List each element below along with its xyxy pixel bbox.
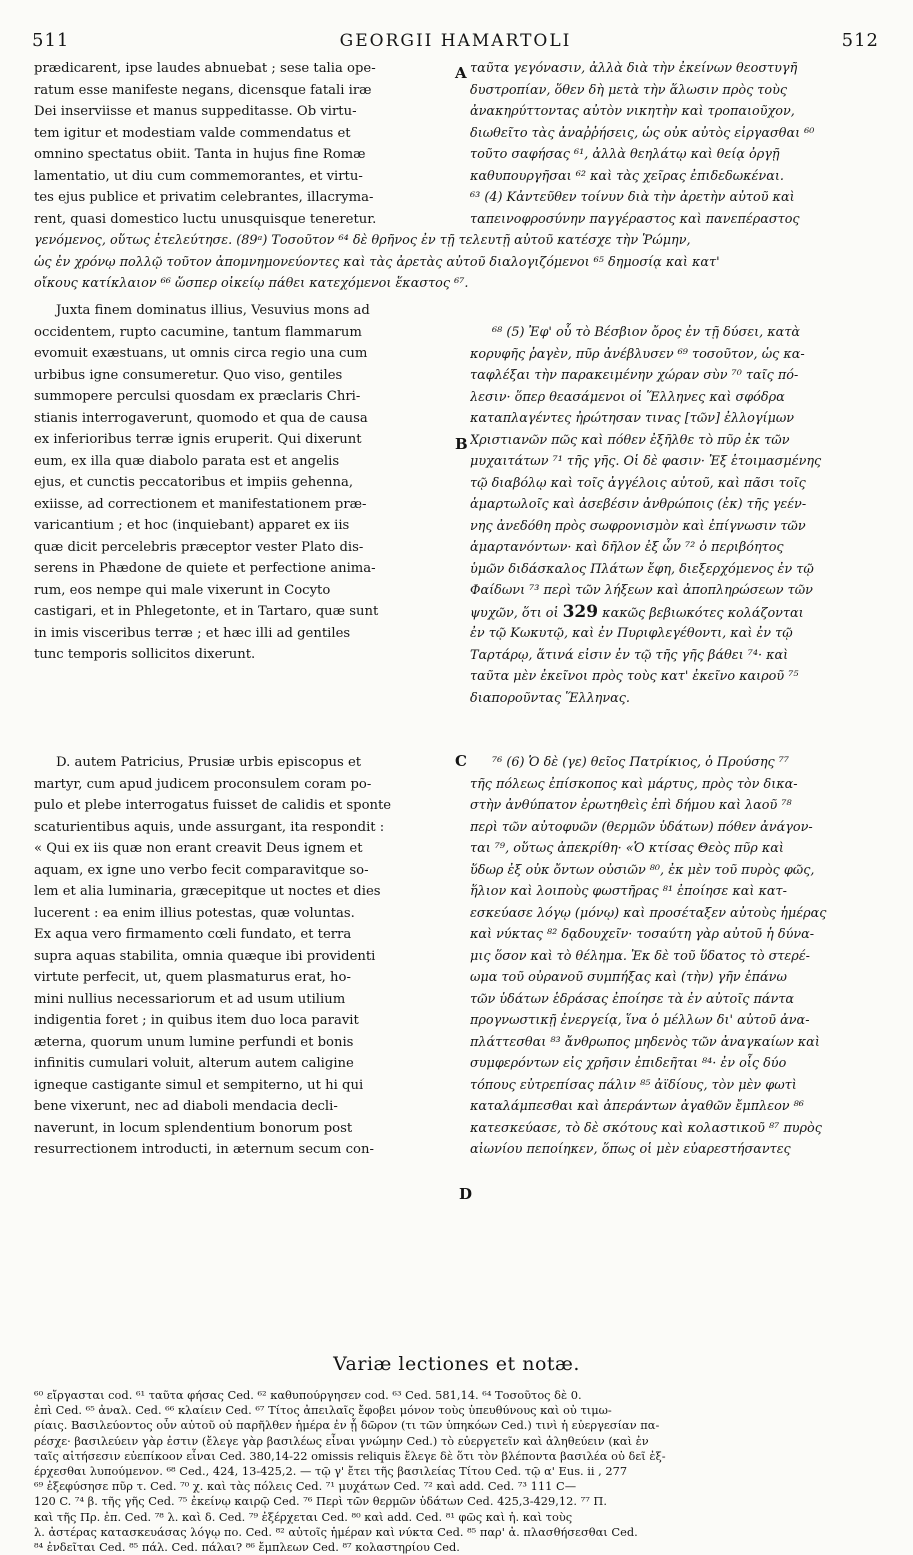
greek-line-part: κακῶς βεβιωκότες κολάζονται — [602, 605, 804, 621]
latin-line: occidentem, rupto cacumine, tantum flammarum — [34, 324, 362, 340]
greek-line: τῷ διαβόλῳ καὶ τοῖς ἀγγέλοις αὐτοῦ, καὶ πᾶσι τοῖς — [470, 475, 806, 491]
latin-line: omnino spectatus obiit. Tanta in hujus fine Romæ — [34, 147, 366, 162]
note-line: ρίαις. Βασιλεύοντος οὖν αὐτοῦ οὐ παρῆλθεν ἡμέρα ἐν ᾗ δῶρον (τι τῶν ὑπηκόων Ced.) τινὶ ἡ εὐεργεσίαν πα- — [34, 1418, 660, 1433]
greek-line: γενόμενος, οὕτως ἐτελεύτησε. (89ᵃ) Τοσοῦτον ⁶⁴ δὲ θρῆνος ἐν τῇ τελευτῇ αὐτοῦ κατέσχε τὴν Ῥώμην, — [34, 233, 691, 248]
greek-line: κορυφῆς ῥαγὲν, πῦρ ἀνέβλυσεν ⁶⁹ τοσοῦτον, ὡς κα- — [470, 346, 805, 362]
greek-line: στὴν ἀνθύπατον ἐρωτηθεὶς ἐπὶ δήμου καὶ λαοῦ ⁷⁸ — [470, 798, 792, 813]
greek-line: εσκεύασε λόγῳ (μόνῳ) καὶ προσέταξεν αὐτοὺς ἡμέρας — [470, 905, 827, 921]
greek-line — [470, 602, 880, 624]
latin-line: varicantium ; et hoc (inquiebant) apparet ex iis — [34, 518, 350, 533]
greek-line: Χριστιανῶν πῶς καὶ πόθεν ἐξῆλθε τὸ πῦρ ἐκ τῶν — [470, 432, 790, 448]
latin-line: indigentia foret ; in quibus item duo loca paravit — [34, 1013, 359, 1028]
page-number-right: 512 — [841, 30, 879, 51]
greek-line: διαποροῦντας Ἕλληνας. — [470, 690, 631, 706]
latin-line: æterna, quorum unum lumine perfundi et bonis — [34, 1034, 354, 1050]
greek-line: προγνωστικῇ ἐνεργείᾳ, ἵνα ὁ μέλλων δι' αὐτοῦ ἀνα- — [470, 1013, 810, 1028]
greek-line: Ταρτάρῳ, ἅτινά εἰσιν ἐν τῷ τῆς γῆς βάθει ⁷⁴· καὶ — [470, 647, 789, 663]
greek-line: ωμα τοῦ οὐρανοῦ συμπήξας καὶ (τὴν) γῆν ἐπάνω — [470, 970, 787, 985]
latin-line: infinitis cumulari voluit, alterum autem caligine — [34, 1056, 354, 1071]
greek-line: ἀνακηρύττοντας αὐτὸν νικητὴν καὶ τροπαιοῦχον, — [470, 104, 795, 119]
note-line: ἐπὶ Ced. ⁶⁵ ἀναλ. Ced. ⁶⁶ κλαίειν Ced. ⁶⁷ Τίτος ἀπειλαῖς ἔφοβει μόνον τοὺς ὑπευθύνους καὶ οὐ τιμω- — [34, 1403, 612, 1418]
margin-letter-b: B — [455, 435, 468, 453]
latin-line: lamentatio, ut diu cum commemorantes, et virtu- — [34, 168, 363, 184]
greek-line: ἁμαρτανόντων· καὶ δῆλον ἐξ ὧν ⁷² ὁ περιβόητος — [470, 540, 784, 555]
greek-line: περὶ τῶν αὐτοφυῶν (θερμῶν ὑδάτων) πόθεν ἀνάγον- — [470, 819, 813, 835]
latin-line: D. autem Patricius, Prusiæ urbis episcopus et — [56, 755, 362, 770]
greek-line: ὕδωρ ἐξ οὐκ ὄντων οὐσιῶν ⁸⁰, ἐκ μὲν τοῦ πυρὸς φῶς, — [470, 862, 815, 878]
latin-column-bottom — [34, 752, 454, 1161]
latin-column-top — [34, 58, 454, 230]
note-line: ρέσχε· βασιλεύειν γὰρ ἐστιν (ἔλεγε γὰρ βασιλέως εἶναι γνώμην Ced.) τὸ εὐεργετεῖν καὶ ἀληθεύειν (καὶ ἐν — [34, 1433, 649, 1448]
latin-line: ejus, et cunctis peccatoribus et impiis gehenna, — [34, 475, 354, 490]
greek-line: καταλάμπεσθαι καὶ ἀπεράντων ἀγαθῶν ἔμπλεον ⁸⁶ — [470, 1099, 804, 1114]
latin-line: martyr, cum apud judicem proconsulem coram po- — [34, 776, 372, 792]
greek-line: ὑμῶν διδάσκαλος Πλάτων ἔφη, διεξερχόμενος ἐν τῷ — [470, 561, 814, 577]
greek-line: ἁμαρτωλοῖς καὶ ἀσεβέσιν ἀνθρώποις (ἐκ) τῆς γεέν- — [470, 497, 807, 512]
latin-line: supra aquas stabilita, omnia quæque ibi providenti — [34, 948, 376, 964]
note-line: έρχεσθαι λυπούμενον. ⁶⁸ Ced., 424, 13-425,2. — τῷ γ' ἔτει τῆς βασιλείας Τίτου Ced. τῷ α' Eus. ii , 277 — [34, 1463, 628, 1478]
latin-line: « Qui ex iis quæ non erant creavit Deus ignem et — [34, 841, 363, 856]
greek-line: ταῦτα γεγόνασιν, ἀλλὰ διὰ τὴν ἐκείνων θεοστυγῆ — [470, 61, 798, 76]
latin-line: Ex aqua vero firmamento cœli fundato, et terra — [34, 927, 352, 942]
note-line: ⁸⁴ ἐνδεῖται Ced. ⁸⁵ πάλ. Ced. πάλαι? ⁸⁶ ἔμπλεων Ced. ⁸⁷ κολαστηρίου Ced. — [34, 1539, 460, 1554]
greek-line: λεσιν· ὅπερ θεασάμενοι οἱ Ἕλληνες καὶ σφόδρα — [470, 389, 785, 405]
greek-line: Φαίδωνι ⁷³ περὶ τῶν λήξεων καὶ ἀποπληρώσεων τῶν — [470, 583, 813, 598]
greek-line: τῶν ὑδάτων ἑδράσας ἐποίησε τὰ ἐν αὐτοῖς πάντα — [470, 991, 795, 1007]
margin-letter-a: A — [455, 64, 467, 82]
greek-line: ταῦτα μὲν ἐκεῖνοι πρὸς τοὺς κατ' ἐκεῖνο καιροῦ ⁷⁵ — [470, 669, 799, 684]
latin-line: igneque castigante simul et sempiterno, ut hi qui — [34, 1077, 364, 1093]
greek-line: κατεσκεύασε, τὸ δὲ σκότους καὶ κολαστικοῦ ⁸⁷ πυρὸς — [470, 1120, 822, 1136]
latin-line: resurrectionem introducti, in æternum secum con- — [34, 1142, 374, 1157]
running-header — [32, 30, 879, 56]
latin-line: in imis visceribus terræ ; et hæc illi ad gentiles — [34, 625, 351, 641]
column-number: 329 — [562, 601, 599, 622]
greek-line: τοῦτο σαφήσας ⁶¹, ἀλλὰ θεηλάτῳ καὶ θείᾳ ὀργῇ — [470, 147, 780, 162]
latin-line: rum, eos nempe qui male vixerunt in Cocyto — [34, 582, 331, 598]
latin-line: bene vixerunt, nec ad diaboli mendacia decli- — [34, 1099, 338, 1114]
note-line: καὶ τῆς Πρ. ἐπ. Ced. ⁷⁸ λ. καὶ δ. Ced. ⁷⁹ ἐξέρχεται Ced. ⁸⁰ καὶ add. Ced. ⁸¹ φῶς καὶ ἡ. καὶ τοὺς — [34, 1509, 573, 1524]
latin-line: Dei inserviisse et manus suppeditasse. Ob virtu- — [34, 104, 357, 119]
latin-line: serens in Phædone de quiete et perfectione anima- — [34, 561, 376, 576]
latin-line: ratum esse manifeste negans, dicensque fatali iræ — [34, 82, 372, 98]
latin-line: prædicarent, ipse laudes abnuebat ; sese talia ope- — [34, 61, 376, 76]
greek-line: τῆς πόλεως ἐπίσκοπος καὶ μάρτυς, πρὸς τὸν δικα- — [470, 776, 798, 792]
latin-line: tes ejus publice et privatim celebrantes, illacryma- — [34, 190, 374, 205]
latin-line: tem igitur et modestiam valde commendatus et — [34, 125, 351, 141]
greek-line: ⁶³ (4) Κἀντεῦθεν τοίνυν διὰ τὴν ἀρετὴν αὐτοῦ καὶ — [470, 190, 795, 205]
latin-line: mini nullius necessariorum et ad usum utilium — [34, 991, 346, 1007]
greek-line: καὶ νύκτας ⁸² δᾳδουχεῖν· τοσαύτη γὰρ αὐτοῦ ἡ δύνα- — [470, 927, 815, 942]
greek-column-top — [470, 58, 880, 230]
greek-line: συμφερόντων εἰς χρῆσιν ἐπιδεῆται ⁸⁴· ἐν οἷς δύο — [470, 1056, 787, 1071]
greek-wide-block — [34, 230, 882, 295]
latin-line: virtute perfecit, ut, quem plasmaturus erat, ho- — [34, 970, 351, 985]
latin-line: eum, ex illa quæ diabolo parata est et angelis — [34, 453, 340, 469]
latin-line: pulo et plebe interrogatus fuisset de calidis et sponte — [34, 798, 392, 813]
note-line: ⁶⁹ ἐξεφύσησε πῦρ τ. Ced. ⁷⁰ χ. καὶ τὰς πόλεις Ced. ⁷¹ μυχάτων Ced. ⁷² καὶ add. Ced. ⁷³ 111 C— — [34, 1479, 577, 1494]
greek-line: ⁶⁸ (5) Ἐφ' οὗ τὸ Βέσβιον ὄρος ἐν τῇ δύσει, κατὰ — [492, 325, 801, 340]
latin-line: naverunt, in locum splendentium bonorum post — [34, 1120, 353, 1136]
latin-line: quæ dicit percelebris præceptor vester Plato dis- — [34, 539, 364, 555]
latin-line: evomuit exæstuans, ut omnis circa regio una cum — [34, 346, 368, 361]
greek-line: καταπλαγέντες ἠρώτησαν τινας [τῶν] ἐλλογίμων — [470, 411, 795, 426]
note-line: 120 C. ⁷⁴ β. τῆς γῆς Ced. ⁷⁵ ἐκείνῳ καιρῷ Ced. ⁷⁶ Περὶ τῶν θερμῶν ὑδάτων Ced. 425,3-429,12. ⁷⁷ Π. — [34, 1494, 607, 1509]
greek-line: δυστροπίαν, ὅθεν δὴ μετὰ τὴν ἅλωσιν πρὸς τοὺς — [470, 82, 788, 98]
greek-line: αἰωνίου πεποίηκεν, ὅπως οἱ μὲν εὐαρεστήσαντες — [470, 1142, 791, 1157]
greek-line: διωθεῖτο τὰς ἀναῤῥήσεις, ὡς οὐκ αὐτὸς εἰργασθαι ⁶⁰ — [470, 125, 815, 141]
latin-line: lucerent : ea enim illius potestas, quæ voluntas. — [34, 905, 355, 921]
greek-line: μυχαιτάτων ⁷¹ τῆς γῆς. Οἱ δὲ φασιν· Ἐξ ἑτοιμασμένης — [470, 454, 822, 469]
greek-line: πλάττεσθαι ⁸³ ἄνθρωπος μηδενὸς τῶν ἀναγκαίων καὶ — [470, 1034, 820, 1050]
greek-line-part: ψυχῶν, ὅτι οἱ — [470, 605, 559, 621]
latin-line: urbibus igne consumeretur. Quo viso, gentiles — [34, 367, 343, 383]
latin-line: tunc temporis sollicitos dixerunt. — [34, 647, 256, 662]
greek-line: ὡς ἐν χρόνῳ πολλῷ τοῦτον ἀπομνημονεύοντες καὶ τὰς ἀρετὰς αὐτοῦ διαλογιζόμενοι ⁶⁵ δημοσίᾳ καὶ κατ' — [34, 254, 720, 270]
running-title: GEORGII HAMARTOLI — [339, 31, 572, 51]
latin-column-middle — [34, 300, 454, 666]
note-line: ταῖς αἰτήσεσιν εὐεπίκοον εἶναι Ced. 380,14-22 omissis reliquis ἔλεγε δὲ ὅτι τὸν βλέποντα βασιλέα οὐ δεῖ ἐξ- — [34, 1448, 666, 1463]
greek-line: νης ἀνεδόθη πρὸς σωφρονισμὸν καὶ ἐπίγνωσιν τῶν — [470, 518, 806, 534]
latin-line: lem et alia luminaria, græcepitque ut noctes et dies — [34, 884, 381, 899]
greek-line: μις ὅσον καὶ τὸ θέλημα. Ἐκ δὲ τοῦ ὕδατος τὸ στερέ- — [470, 948, 811, 964]
latin-line: rent, quasi domestico luctu unusquisque teneretur. — [34, 211, 377, 227]
greek-line: ⁷⁶ (6) Ὁ δὲ (γε) θεῖος Πατρίκιος, ὁ Προύσης ⁷⁷ — [492, 755, 789, 770]
notes-heading: Variæ lectiones et notæ. — [333, 1353, 580, 1375]
greek-line: ταφλέξαι τὴν παρακειμένην χώραν σὺν ⁷⁰ ταῖς πό- — [470, 368, 799, 383]
latin-line: exiisse, ad correctionem et manifestationem præ- — [34, 496, 367, 512]
latin-line: ex inferioribus terræ ignis eruperit. Qui dixerunt — [34, 432, 362, 447]
latin-line: Juxta finem dominatus illius, Vesuvius mons ad — [56, 303, 370, 318]
page-number-left: 511 — [32, 30, 70, 51]
greek-column-middle — [470, 322, 880, 709]
greek-line: καθυπουργῆσαι ⁶² καὶ τὰς χεῖρας ἐπιδεδωκέναι. — [470, 168, 784, 184]
note-line: λ. ἀστέρας κατασκευάσας λόγῳ πο. Ced. ⁸² αὐτοῖς ἡμέραν καὶ νύκτα Ced. ⁸⁵ παρ' ἀ. πλασθήσεσθαι Ced. — [34, 1524, 638, 1539]
latin-line: summopere perculsi quosdam ex præclaris Chri- — [34, 389, 361, 404]
margin-letter-c: C — [455, 752, 467, 770]
greek-line: οἴκους κατίκλαιον ⁶⁶ ὥσπερ οἰκείῳ πάθει κατεχόμενοι ἕκαστος ⁶⁷. — [34, 276, 469, 291]
greek-line: ἥλιον καὶ λοιποὺς φωστῆρας ⁸¹ ἐποίησε καὶ κατ- — [470, 884, 787, 899]
latin-line: aquam, ex igne uno verbo fecit comparavitque so- — [34, 862, 369, 878]
apparatus-notes — [34, 1388, 882, 1555]
latin-line: scaturientibus aquis, unde assurgant, ita respondit : — [34, 819, 385, 835]
greek-line: ται ⁷⁹, οὕτως ἀπεκρίθη· «Ὁ κτίσας Θεὸς πῦρ καὶ — [470, 841, 784, 856]
latin-line: castigari, et in Phlegetonte, et in Tartaro, quæ sunt — [34, 604, 379, 619]
greek-line: τόπους εὐτρεπίσας πάλιν ⁸⁵ ἀϊδίους, τὸν μὲν φωτὶ — [470, 1077, 797, 1093]
note-line: ⁶⁰ εἴργασται cod. ⁶¹ ταῦτα φήσας Ced. ⁶² καθυπούργησεν cod. ⁶³ Ced. 581,14. ⁶⁴ Τοσοῦτος δὲ 0. — [34, 1388, 582, 1402]
latin-line: stianis interrogaverunt, quomodo et qua de causa — [34, 410, 368, 426]
greek-column-bottom — [470, 752, 880, 1161]
greek-line: ἐν τῷ Κωκυτῷ, καὶ ἐν Πυριφλεγέθοντι, καὶ ἐν τῷ — [470, 626, 793, 641]
greek-line: ταπεινοφροσύνην παγγέραστος καὶ πανεπέραστος — [470, 211, 800, 227]
margin-letter-d: D — [459, 1185, 473, 1203]
